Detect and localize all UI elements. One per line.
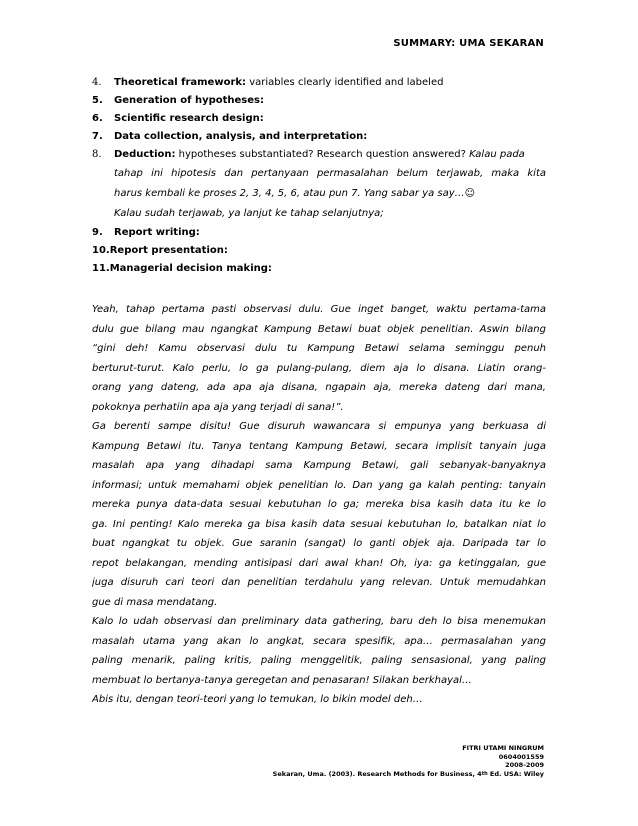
list-item-number: 4. xyxy=(92,77,102,88)
list-item-number: 9. xyxy=(92,227,103,238)
paragraph-line: “gini deh! Kamu observasi dulu tu Kampung Betawi selama seminggu penuh xyxy=(92,343,546,354)
list-item xyxy=(92,242,546,260)
paragraph-line: masalah utama yang akan lo angkat, secara spesifik, apa… permasalahan yang xyxy=(92,635,546,647)
list-item-number: 7. xyxy=(92,131,103,142)
list-item-label: Scientific research design: xyxy=(114,113,264,124)
citation-text-end: Ed. USA: Wiley xyxy=(487,769,544,778)
paragraph-line: ga. Ini penting! Kalo mereka ga bisa kasih data sesuai kebutuhan lo, batalkan niat lo xyxy=(92,518,546,530)
page-header-title: SUMMARY: UMA SEKARAN xyxy=(393,38,544,49)
list-item-label: Theoretical framework: xyxy=(114,77,247,88)
student-id: 0604001559 xyxy=(498,752,544,761)
paragraph-line: repot belakangan, mending antisipasi dari awal khan! Oh, iya: ga ketinggalan, gue xyxy=(92,557,546,569)
list-item-number: 11. xyxy=(92,263,110,274)
paragraph-line: pokoknya perhatiin apa aja yang terjadi di sana!”. xyxy=(92,401,344,413)
paragraph-line: berturut-turut. Kalo perlu, lo ga pulang-pulang, diem aja lo disana. Liatin orang- xyxy=(92,362,546,374)
paragraph-line: mereka punya data-data sesuai kebutuhan lo ga; mereka bisa kasih data itu ke lo xyxy=(92,499,546,510)
author-name: FITRI UTAMI NINGRUM xyxy=(462,744,544,752)
citation-superscript: th xyxy=(481,770,488,777)
list-item-label: Data collection, analysis, and interpretation: xyxy=(114,131,368,142)
citation xyxy=(273,770,544,779)
paragraph-line: gue di masa mendatang. xyxy=(92,596,218,608)
list-item xyxy=(92,224,546,242)
deduction-continuation: harus kembali ke proses 2, 3, 4, 5, 6, atau pun 7. Yang sabar ya say…☺ xyxy=(114,188,476,199)
research-steps-list xyxy=(92,74,546,278)
paragraph-line: juga disuruh cari teori dan penelitian terdahulu yang relevan. Untuk memudahkan xyxy=(92,577,546,588)
paragraph-line: buat ngangkat tu objek. Gue saranin (sangat) lo ganti objek aja. Daripada tar lo xyxy=(92,538,546,549)
narrative-paragraph xyxy=(92,300,546,710)
academic-year: 2008-2009 xyxy=(505,761,544,769)
list-item-number: 8. xyxy=(92,149,102,160)
list-item-text: variables clearly identified and labeled xyxy=(246,77,444,88)
list-item xyxy=(92,128,546,146)
list-item xyxy=(92,74,546,92)
list-item-number: 5. xyxy=(92,95,103,106)
page-footer xyxy=(273,744,544,778)
list-item-label: Report presentation: xyxy=(109,245,228,256)
paragraph-line: Ga berenti sampe disitu! Gue disuruh wawancara si empunya yang berkuasa di xyxy=(92,421,546,432)
citation-text: Sekaran, Uma. (2003). Research Methods for Business, 4 xyxy=(272,769,482,778)
list-item-italic-text: Kalau pada xyxy=(469,149,525,160)
paragraph-line: Kampung Betawi itu. Tanya tentang Kampung Betawi, secara implisit tanyain juga xyxy=(92,440,546,452)
list-item xyxy=(92,146,546,164)
list-item-number: 10. xyxy=(92,245,110,256)
list-item xyxy=(92,260,546,278)
list-item-number: 6. xyxy=(92,113,103,124)
paragraph-line: Abis itu, dengan teori-teori yang lo temukan, lo bikin model deh… xyxy=(92,694,423,705)
list-item-label: Deduction: xyxy=(114,149,176,160)
list-item xyxy=(92,92,546,110)
paragraph-line: dulu gue bilang mau ngangkat Kampung Betawi buat objek penelitian. Aswin bilang xyxy=(92,323,546,335)
paragraph-line: orang yang dateng, ada apa aja disana, ngapain aja, mereka dateng dari mana, xyxy=(92,382,546,393)
paragraph-line: Kalo lo udah observasi dan preliminary data gathering, baru deh lo bisa menemukan xyxy=(92,616,546,627)
paragraph-line: masalah apa yang dihadapi sama Kampung Betawi, gali sebanyak-banyaknya xyxy=(92,460,546,471)
deduction-continuation: tahap ini hipotesis dan pertanyaan permasalahan belum terjawab, maka kita xyxy=(114,168,546,179)
paragraph-line: paling menarik, paling kritis, paling menggelitik, paling sensasional, yang paling xyxy=(92,655,546,666)
paragraph-line: informasi; untuk memahami objek penelitian lo. Dan yang ga kalah penting: tanyain xyxy=(92,479,546,491)
list-item-label: Managerial decision making: xyxy=(109,263,272,274)
list-item-text: hypotheses substantiated? Research question answered? xyxy=(175,149,470,160)
list-item-label: Report writing: xyxy=(114,227,200,238)
deduction-continuation: Kalau sudah terjawab, ya lanjut ke tahap selanjutnya; xyxy=(114,208,384,219)
list-item xyxy=(92,110,546,128)
paragraph-line: membuat lo bertanya-tanya geregetan and penasaran! Silakan berkhayal… xyxy=(92,674,472,686)
list-item-label: Generation of hypotheses: xyxy=(114,95,264,106)
paragraph-line: Yeah, tahap pertama pasti observasi dulu. Gue inget banget, waktu pertama-tama xyxy=(92,304,546,315)
